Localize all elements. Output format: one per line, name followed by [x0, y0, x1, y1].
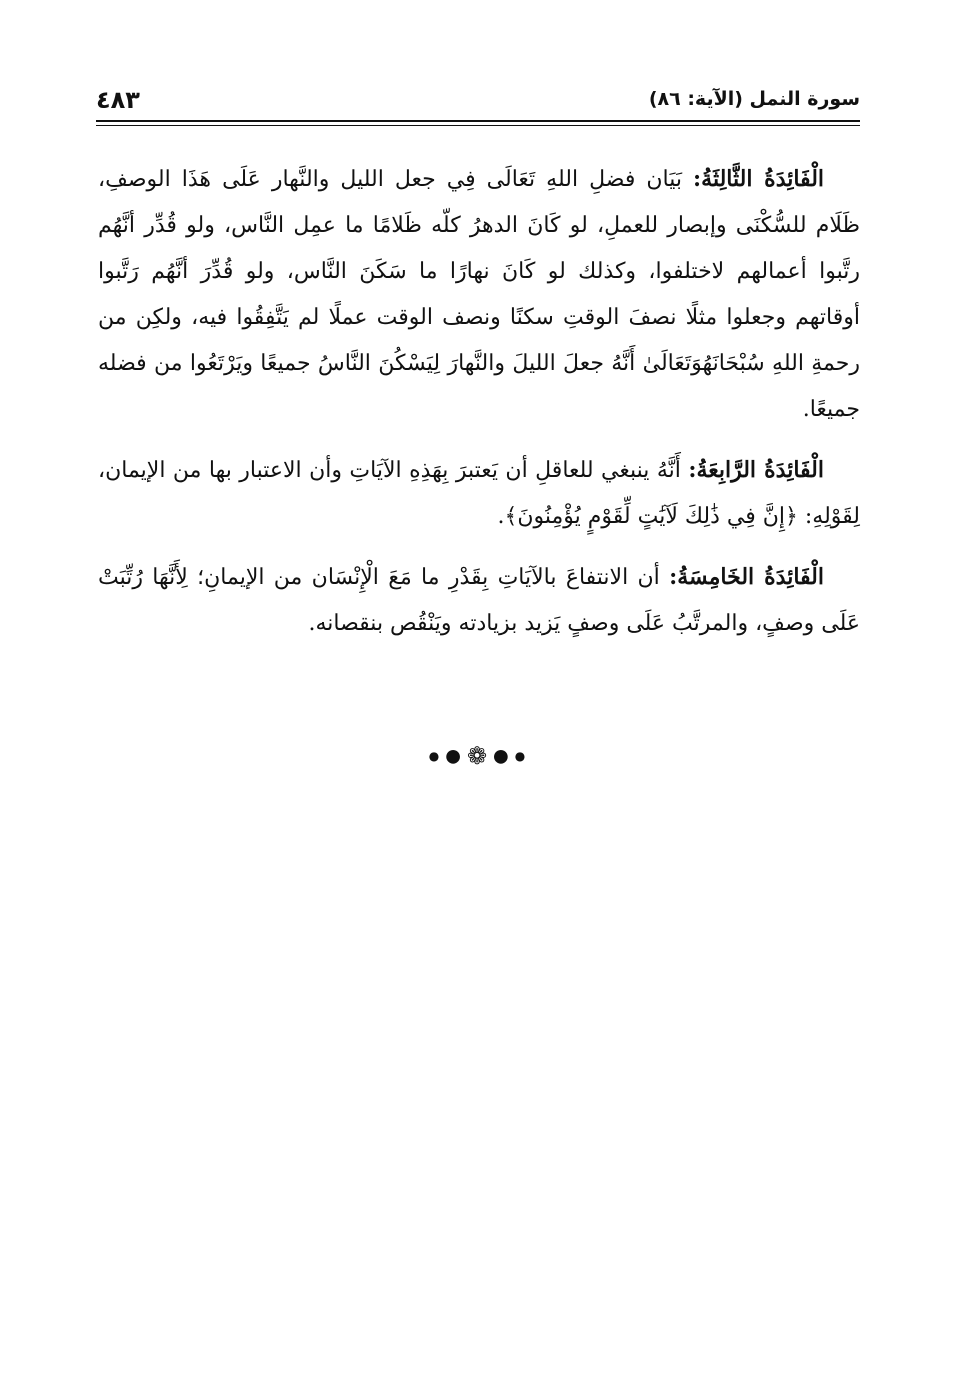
paragraph-fifth-benefit [98, 554, 860, 647]
ornament-dot-icon: ● [493, 745, 515, 767]
ornament-dot-icon: ● [428, 749, 446, 763]
header-rule-thick [96, 120, 860, 122]
paragraph-heading: الْفَائِدَةُ الخَامِسَةُ: [669, 564, 824, 590]
paragraph-fourth-benefit [98, 447, 860, 540]
paragraph-heading: الْفَائِدَةُ الرَّابِعَةُ: [688, 457, 824, 483]
paragraph-third-benefit [98, 156, 860, 433]
body-text [98, 156, 860, 661]
ornament-flower-icon: ❁ [466, 742, 494, 770]
header-rule-thin [96, 125, 860, 126]
ornament-dot-icon: ● [514, 749, 532, 763]
running-title: سورة النمل (الآية: ٨٦) [648, 88, 860, 110]
ornament-dot-icon: ● [445, 745, 467, 767]
paragraph-text: أَنَّهُ ينبغي للعاقلِ أن يَعتبرَ بِهَذِهِ الآيَاتِ وأن الاعتبار بها من الإيمان، لِقَوْلِهِ: ﴿إِنَّ فِي ذَٰلِكَ لَآيَٰتٍ لِّقَوْمٍ يُؤْمِنُونَ﴾. [98, 458, 860, 529]
page-number: ٤٨٣ [96, 86, 140, 114]
page-header [96, 80, 860, 124]
paragraph-heading: الْفَائِدَةُ الثَّالِثَةُ: [693, 166, 825, 192]
section-end-ornament [0, 742, 960, 770]
paragraph-text: بَيَان فضلِ اللهِ تَعَالَى فِي جعل الليل والنَّهار عَلَى هَذَا الوصفِ، ظَلَام للسُّكْنَى وإبصار للعملِ، لو كَانَ الدهرُ كلّه ظَلامًا ما عمِل النَّاس، ولو قُدِّر أنَّهُم رتَّبوا أعمالهم لاختلفوا، وكذلك لو كَانَ نهارًا ما سَكَنَ النَّاس، ولو قُدِّرَ أنَّهُم رَتَّبوا أوقاتهم وجعلوا مثلًا نصفَ الوقتِ سكنًا ونصف الوقت عملًا لم يَتَّفِقُوا فيه، ولكِن من رحمةِ اللهِ سُبْحَانَهُوَتَعَالَىٰ أَنَّهُ جعلَ الليلَ والنَّهارَ لِيَسْكُنَ النَّاسُ جميعًا ويَرْتَعُوا من فضله جميعًا. [98, 167, 860, 422]
paragraph-text: أن الانتفاعَ بالآيَاتِ بِقَدْرِ ما مَعَ الْإِنْسَان من الإيمانِ؛ لِأَنَّهَا رُتِّبَتْ عَلَى وصفٍ، والمرتَّبُ عَلَى وصفٍ يَزيد بزيادته ويَنْقُص بنقصانه. [98, 565, 860, 636]
